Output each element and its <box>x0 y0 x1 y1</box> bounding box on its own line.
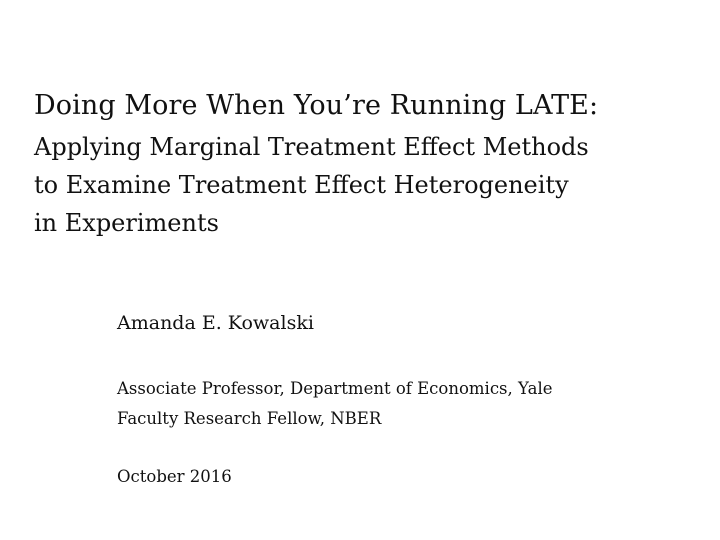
slide-title: Doing More When You’re Running LATE: <box>34 90 599 121</box>
subtitle-line-1: Applying Marginal Treatment Effect Methods <box>34 133 589 161</box>
affiliations <box>117 374 707 434</box>
affiliation-line-1: Associate Professor, Department of Economics, Yale <box>117 379 553 398</box>
presentation-date: October 2016 <box>117 467 232 486</box>
subtitle-line-2: to Examine Treatment Effect Heterogeneity <box>34 171 569 199</box>
affiliation-line-2: Faculty Research Fellow, NBER <box>117 409 382 428</box>
author-block <box>117 308 697 338</box>
subtitle-line-3: in Experiments <box>34 209 219 237</box>
author-name: Amanda E. Kowalski <box>117 312 314 334</box>
title-block <box>34 84 718 242</box>
